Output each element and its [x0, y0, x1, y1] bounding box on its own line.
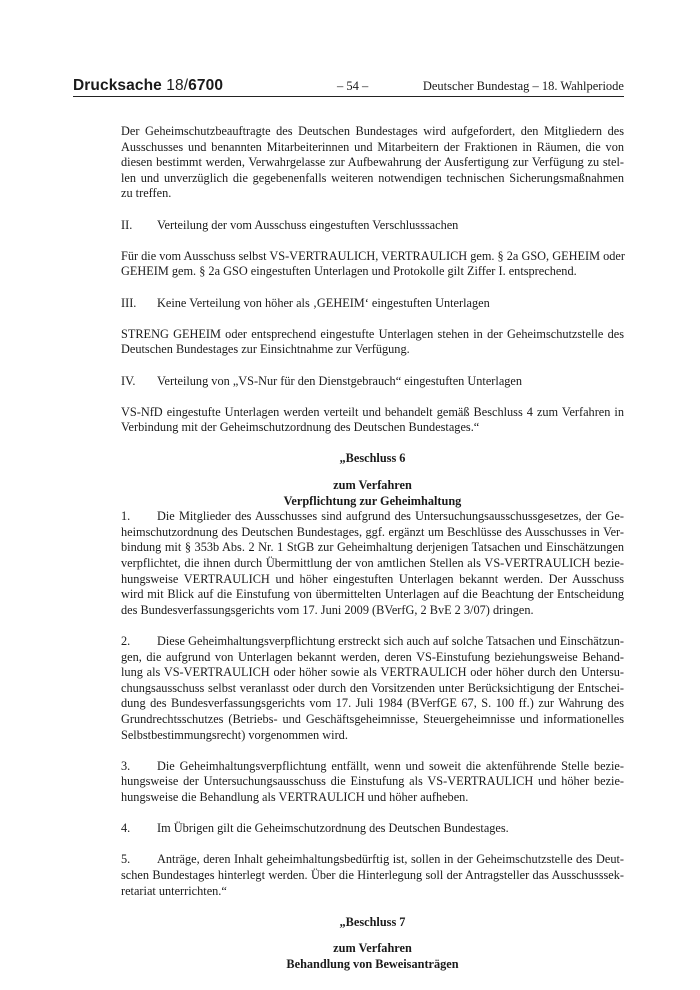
section-iv-text: VS-NfD eingestufte Unterlagen werden verteilt und behandelt gemäß Beschluss 4 zum Verfahren in Verbindung mit der Geheimschutzordnung des Deutschen Bundestages.“: [121, 404, 624, 435]
section-heading-iii: III. Keine Verteilung von höher als ‚GEHEIM‘ eingestuften Unterlagen: [121, 295, 490, 310]
header-rule: [73, 96, 624, 97]
intro-paragraph: Der Geheimschutzbeauftragte des Deutschen Bundestages wird aufgefordert, den Mitgliedern des Ausschusses und benannten Mitarbeiterinnen und Mitarbeitern der Fraktionen in Räumen, die von diesen bestimmt werden, Verwahrgelasse zur Aufbewahrung der Ausfertigung zur Verfügung zu stel- len und unverzüglich die gegebenenfalls weiteren notwendigen technischen Sicherungsmaßnahmen zu treffen.: [121, 124, 624, 201]
resolution-6-subtitle: zum Verfahren: [333, 478, 412, 493]
section-ii-text: Für die vom Ausschuss selbst VS-VERTRAULICH, VERTRAULICH gem. § 2a GSO, GEHEIM oder GEHEIM gem. § 2a GSO eingestuften Unterlagen und Protokolle gilt Ziffer I. entsprechend.: [121, 248, 625, 279]
page-header: [73, 77, 624, 97]
resolution-6-item-5: 5. Anträge, deren Inhalt geheimhaltungsbedürftig ist, sollen in der Geheimschutzstelle des Deut- schen Bundestages hinterlegt werden. Über die Hinterlegung soll der Antragsteller das Ausschusssek- retariat unterrichten.“: [121, 852, 624, 898]
resolution-6-title: „Beschluss 6: [339, 451, 406, 466]
resolution-7-title: „Beschluss 7: [339, 914, 406, 929]
document-body: [121, 124, 624, 972]
resolution-7-heading: Behandlung von Beweisanträgen: [286, 956, 459, 971]
section-heading-ii: II. Verteilung der vom Ausschuss eingestuften Verschlusssachen: [121, 217, 459, 232]
section-iii-text: STRENG GEHEIM oder entsprechend eingestufte Unterlagen stehen in der Geheimschutzstelle des Deutschen Bundestages zur Einsichtnahme zur Verfügung.: [121, 326, 624, 357]
resolution-6-item-3: 3. Die Geheimhaltungsverpflichtung entfällt, wenn und soweit die aktenführende Stelle bezie- hungsweise der Untersuchungsausschuss die Einstufung als VS-VERTRAULICH und höher bezie- hungsweise die Behandlung als VERTRAULICH und höher aufheben.: [121, 758, 624, 804]
resolution-6-item-1: 1. Die Mitglieder des Ausschusses sind aufgrund des Untersuchungsausschussgesetzes, der Ge- heimschutzordnung des Deutschen Bundestages, ggf. ergänzt um Beschlüsse des Ausschusses in Ver- bindung mit § 353b Abs. 2 Nr. 1 StGB zur Geheimhaltung derjenigen Tatsachen und Einschätzungen verpflichtet, die ihnen durch Übermittlung der von amtlichen Stellen als VS-VERTRAULICH bezie- hungsweise VERTRAULICH und höher eingestuften Unterlagen bekannt werden. Der Ausschuss wird mit Blick auf die Einstufung von übermittelten Unterlagen auf die Beachtung der Entscheidung des Bundesverfassungsgerichts vom 17. Juni 2009 (BVerfG, 2 BvE 2 3/07) dringen.: [121, 509, 624, 617]
resolution-6-heading: Verpflichtung zur Geheimhaltung: [283, 493, 462, 508]
page-number: – 54 –: [337, 79, 369, 93]
legislative-period: Deutscher Bundestag – 18. Wahlperiode: [422, 79, 624, 93]
resolution-7-subtitle: zum Verfahren: [333, 941, 412, 956]
resolution-6-item-2: 2. Diese Geheimhaltungsverpflichtung erstreckt sich auch auf solche Tatsachen und Einschätzun- gen, die aufgrund von Unterlagen bekannt werden, deren VS-Einstufung beziehungsweise Behand- lung als VS-VERTRAULICH oder höher sowie als VERTRAULICH oder höher durch den Untersu- chungsausschuss selbst veranlasst oder durch den Vorsitzenden unter Berücksichtigung der Entschei- dung des Bundesverfassungsgerichts vom 17. Juli 1984 (BVerfGE 67, S. 100 ff.) zur Wahrung des Grundrechtsschutzes (Betriebs- und Geschäftsgeheimnisse, Steuergeheimnisse und informationelles Selbstbestimmungsrecht) vorgenommen wird.: [121, 634, 624, 742]
resolution-6-item-4: 4. Im Übrigen gilt die Geheimschutzordnung des Deutschen Bundestages.: [121, 821, 509, 836]
section-heading-iv: IV. Verteilung von „VS-Nur für den Dienstgebrauch“ eingestuften Unterlagen: [121, 373, 523, 388]
document-id: Drucksache 18/6700: [73, 77, 224, 94]
